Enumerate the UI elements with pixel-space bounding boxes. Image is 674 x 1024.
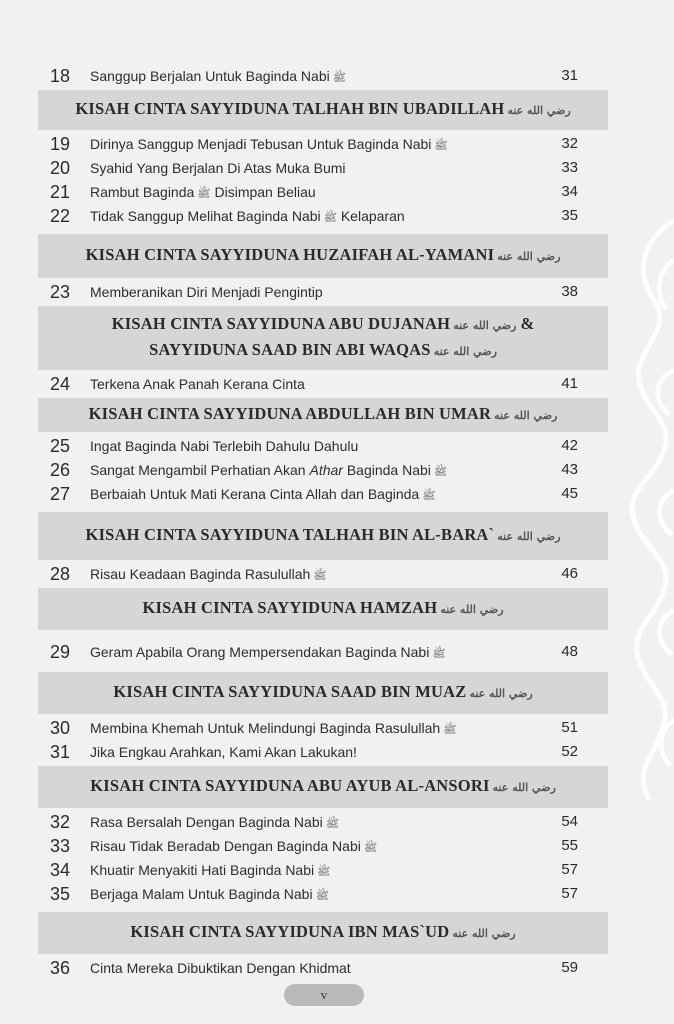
entry-title-text: Khuatir Menyakiti Hati Baginda Nabi [90, 862, 315, 878]
section-heading [149, 338, 497, 364]
section-header [38, 672, 608, 714]
entry-title [90, 458, 447, 484]
entry-title-text: Rambut Baginda [90, 184, 195, 200]
entry-title-text: Berbaiah Untuk Mati Kerana Cinta Allah dan Baginda [90, 486, 420, 502]
toc-entry [38, 458, 608, 482]
entry-title [90, 180, 316, 206]
entry-page: 57 [561, 885, 578, 902]
toc-entry [38, 562, 608, 586]
entry-number: 32 [49, 812, 71, 832]
toc-entry [38, 740, 608, 764]
entry-title [90, 834, 377, 860]
entry-title: Terkena Anak Panah Kerana Cinta [90, 376, 305, 392]
entry-number: 19 [49, 134, 71, 154]
entry-number: 26 [49, 460, 71, 480]
honorific-icon: ﷺ [313, 569, 327, 582]
entry-title-text: Rasa Bersalah Dengan Baginda Nabi [90, 814, 323, 830]
entry-title-text: Tidak Sanggup Melihat Baginda Nabi [90, 208, 321, 224]
entry-number: 35 [49, 884, 71, 904]
honorific-icon: رضي الله عنه [497, 250, 561, 263]
honorific-icon: رضي الله عنه [452, 927, 516, 940]
toc-entry [38, 716, 608, 740]
entry-title: Ingat Baginda Nabi Terlebih Dahulu Dahulu [90, 438, 359, 454]
honorific-icon: رضي الله عنه [492, 781, 556, 794]
section-heading [86, 523, 561, 549]
section-heading-text: KISAH CINTA SAYYIDUNA ABU AYUB AL-ANSORI [90, 776, 490, 795]
toc-entry [38, 434, 608, 458]
toc-entry [38, 640, 608, 664]
section-heading [86, 243, 561, 269]
toc-entry [38, 156, 608, 180]
ampersand: & [520, 314, 535, 333]
entry-number: 21 [49, 182, 71, 202]
table-of-contents [38, 64, 608, 980]
toc-entry [38, 280, 608, 304]
honorific-icon: رضي الله عنه [469, 687, 533, 700]
entry-page: 41 [561, 375, 578, 392]
honorific-icon: ﷺ [432, 647, 446, 660]
section-heading [89, 402, 558, 428]
entry-title: Jika Engkau Arahkan, Kami Akan Lakukan! [90, 744, 357, 760]
entry-number: 22 [49, 206, 71, 226]
toc-entry [38, 204, 608, 228]
honorific-icon: ﷺ [363, 841, 378, 854]
entry-title: Cinta Mereka Dibuktikan Dengan Khidmat [90, 960, 351, 976]
honorific-icon: ﷺ [325, 817, 340, 830]
section-heading [75, 97, 570, 123]
entry-number: 36 [49, 958, 71, 978]
honorific-icon: ﷺ [433, 465, 448, 478]
entry-title: Syahid Yang Berjalan Di Atas Muka Bumi [90, 160, 346, 176]
entry-title-text: Disimpan Beliau [214, 184, 316, 200]
honorific-icon: ﷺ [197, 187, 211, 200]
entry-page: 43 [561, 461, 578, 478]
entry-number: 29 [49, 642, 71, 662]
page-number-badge [284, 984, 364, 1006]
entry-title [90, 810, 339, 836]
entry-title-text: Sangat Mengambil Perhatian Akan [90, 462, 306, 478]
entry-number: 20 [49, 158, 71, 178]
toc-entry [38, 64, 608, 88]
entry-title-text: Membina Khemah Untuk Melindungi Baginda Rasulullah [90, 720, 441, 736]
entry-page: 45 [561, 485, 578, 502]
entry-page: 46 [561, 565, 578, 582]
section-header [38, 306, 608, 370]
entry-number: 27 [49, 484, 71, 504]
entry-page: 54 [561, 813, 578, 830]
section-heading-text: KISAH CINTA SAYYIDUNA TALHAH BIN AL-BARA` [85, 525, 495, 544]
entry-title [90, 640, 446, 666]
entry-page: 42 [561, 437, 578, 454]
entry-page: 34 [561, 183, 578, 200]
entry-number: 33 [49, 836, 71, 856]
entry-title [90, 482, 436, 508]
section-header [38, 90, 608, 130]
section-header [38, 766, 608, 808]
entry-number: 23 [49, 282, 71, 302]
entry-title [90, 204, 405, 230]
section-heading-text: KISAH CINTA SAYYIDUNA HAMZAH [142, 598, 438, 617]
entry-page: 31 [561, 67, 578, 84]
entry-title [90, 132, 448, 158]
honorific-icon: رضي الله عنه [497, 530, 561, 543]
toc-entry [38, 482, 608, 506]
section-header [38, 912, 608, 954]
entry-page: 52 [561, 743, 578, 760]
toc-entry [38, 834, 608, 858]
section-heading-text: KISAH CINTA SAYYIDUNA SAAD BIN MUAZ [113, 682, 467, 701]
honorific-icon: ﷺ [315, 889, 329, 902]
entry-title [90, 64, 346, 90]
entry-title-text: Risau Tidak Beradab Dengan Baginda Nabi [90, 838, 361, 854]
entry-page: 51 [561, 719, 578, 736]
toc-entry [38, 372, 608, 396]
spacer [38, 632, 608, 640]
section-heading-text: KISAH CINTA SAYYIDUNA TALHAH BIN UBADILLAH [75, 99, 505, 118]
honorific-icon: ﷺ [332, 71, 347, 84]
toc-entry [38, 132, 608, 156]
entry-title-text: Risau Keadaan Baginda Rasulullah [90, 566, 311, 582]
section-header [38, 398, 608, 432]
section-header [38, 234, 608, 278]
honorific-icon: ﷺ [443, 723, 457, 736]
entry-number: 28 [49, 564, 71, 584]
honorific-icon: رضي الله عنه [453, 319, 517, 332]
floral-border-ornament [604, 200, 674, 820]
entry-title-text: Geram Apabila Orang Mempersendakan Baginda Nabi [90, 644, 430, 660]
entry-page: 35 [561, 207, 578, 224]
entry-page: 55 [561, 837, 578, 854]
section-heading [112, 312, 535, 338]
section-header [38, 588, 608, 630]
toc-entry [38, 858, 608, 882]
entry-number: 31 [49, 742, 71, 762]
section-heading [113, 680, 532, 706]
section-heading-text: KISAH CINTA SAYYIDUNA IBN MAS`UD [130, 922, 450, 941]
section-heading [130, 920, 515, 946]
honorific-icon: رضي الله عنه [440, 603, 504, 616]
entry-number: 24 [49, 374, 71, 394]
entry-title-text: Dirinya Sanggup Menjadi Tebusan Untuk Baginda Nabi [90, 136, 432, 152]
toc-entry [38, 882, 608, 906]
entry-number: 25 [49, 436, 71, 456]
entry-title-italic: Athar [309, 462, 343, 478]
entry-title [90, 716, 457, 742]
section-heading-text: KISAH CINTA SAYYIDUNA HUZAIFAH AL-YAMANI [85, 245, 495, 264]
entry-title-text: Sanggup Berjalan Untuk Baginda Nabi [90, 68, 330, 84]
page-number: v [320, 987, 328, 1002]
honorific-icon: رضي الله عنه [433, 345, 497, 358]
entry-number: 18 [49, 66, 71, 86]
entry-title-text: Baginda Nabi [346, 462, 431, 478]
entry-page: 48 [561, 643, 578, 660]
honorific-icon: ﷺ [422, 489, 436, 502]
entry-number: 30 [49, 718, 71, 738]
toc-entry [38, 810, 608, 834]
entry-number: 34 [49, 860, 71, 880]
toc-entry [38, 180, 608, 204]
entry-page: 38 [561, 283, 578, 300]
entry-title: Memberanikan Diri Menjadi Pengintip [90, 284, 323, 300]
honorific-icon: رضي الله عنه [494, 409, 558, 422]
section-heading-text: SAYYIDUNA SAAD BIN ABI WAQAS [149, 340, 431, 359]
entry-page: 59 [561, 959, 578, 976]
entry-title [90, 882, 329, 908]
entry-page: 32 [561, 135, 578, 152]
section-header [38, 512, 608, 560]
section-heading [90, 774, 556, 800]
entry-title [90, 562, 327, 588]
honorific-icon: ﷺ [434, 139, 448, 152]
entry-page: 57 [561, 861, 578, 878]
entry-title-text: Kelaparan [340, 208, 405, 224]
honorific-icon: ﷺ [323, 211, 337, 224]
toc-entry [38, 956, 608, 980]
section-heading-text: KISAH CINTA SAYYIDUNA ABU DUJANAH [111, 314, 451, 333]
honorific-icon: رضي الله عنه [507, 104, 571, 117]
section-heading-text: KISAH CINTA SAYYIDUNA ABDULLAH BIN UMAR [88, 404, 492, 423]
entry-page: 33 [561, 159, 578, 176]
honorific-icon: ﷺ [317, 865, 331, 878]
entry-title [90, 858, 330, 884]
section-heading [142, 596, 503, 622]
entry-title-text: Berjaga Malam Untuk Baginda Nabi [90, 886, 313, 902]
